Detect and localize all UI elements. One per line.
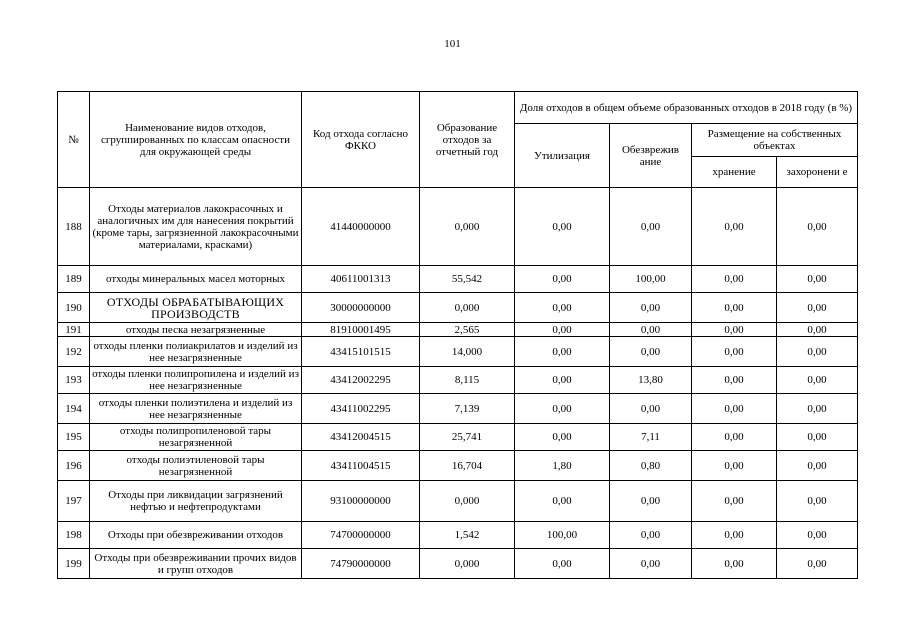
fkko-code: 43415101515 <box>302 337 420 367</box>
storage-share: 0,00 <box>692 266 777 293</box>
header-fkko-code: Код отхода согласно ФККО <box>302 92 420 188</box>
burial-share: 0,00 <box>777 424 858 451</box>
header-formed: Образование отходов за отчетный год <box>420 92 515 188</box>
formed-amount: 55,542 <box>420 266 515 293</box>
header-waste-name: Наименование видов отходов, сгруппированных по классам опасности для окружающей среды <box>90 92 302 188</box>
table-row <box>58 367 858 394</box>
fkko-code: 43412002295 <box>302 367 420 394</box>
waste-table <box>57 91 858 579</box>
burial-share: 0,00 <box>777 481 858 522</box>
table-row <box>58 424 858 451</box>
table-row <box>58 394 858 424</box>
header-burial: захоронени е <box>777 157 858 188</box>
neutralization-share: 0,00 <box>610 323 692 337</box>
utilization-share: 0,00 <box>515 323 610 337</box>
utilization-share: 0,00 <box>515 293 610 323</box>
fkko-code: 43412004515 <box>302 424 420 451</box>
utilization-share: 0,00 <box>515 188 610 266</box>
row-number: 195 <box>58 424 90 451</box>
waste-name: отходы пленки полипропилена и изделий из нее незагрязненные <box>90 367 302 394</box>
waste-name: Отходы при обезвреживании прочих видов и групп отходов <box>90 549 302 579</box>
formed-amount: 0,000 <box>420 549 515 579</box>
neutralization-share: 0,00 <box>610 394 692 424</box>
burial-share: 0,00 <box>777 293 858 323</box>
utilization-share: 0,00 <box>515 367 610 394</box>
row-number: 197 <box>58 481 90 522</box>
storage-share: 0,00 <box>692 394 777 424</box>
neutralization-share: 0,00 <box>610 522 692 549</box>
utilization-share: 0,00 <box>515 266 610 293</box>
neutralization-share: 0,00 <box>610 188 692 266</box>
utilization-share: 0,00 <box>515 337 610 367</box>
burial-share: 0,00 <box>777 337 858 367</box>
formed-amount: 25,741 <box>420 424 515 451</box>
waste-name: Отходы при обезвреживании отходов <box>90 522 302 549</box>
header-storage: хранение <box>692 157 777 188</box>
fkko-code: 43411002295 <box>302 394 420 424</box>
neutralization-share: 13,80 <box>610 367 692 394</box>
storage-share: 0,00 <box>692 337 777 367</box>
formed-amount: 2,565 <box>420 323 515 337</box>
table-body <box>58 188 858 579</box>
storage-share: 0,00 <box>692 188 777 266</box>
utilization-share: 1,80 <box>515 451 610 481</box>
table-row <box>58 323 858 337</box>
burial-share: 0,00 <box>777 266 858 293</box>
formed-amount: 0,000 <box>420 481 515 522</box>
burial-share: 0,00 <box>777 367 858 394</box>
fkko-code: 30000000000 <box>302 293 420 323</box>
formed-amount: 14,000 <box>420 337 515 367</box>
neutralization-share: 7,11 <box>610 424 692 451</box>
neutralization-share: 0,00 <box>610 337 692 367</box>
row-number: 192 <box>58 337 90 367</box>
waste-name: отходы полиэтиленовой тары незагрязненной <box>90 451 302 481</box>
header-share: Доля отходов в общем объеме образованных отходов в 2018 году (в %) <box>515 92 858 124</box>
page-number: 101 <box>444 38 461 50</box>
waste-name: отходы полипропиленовой тары незагрязненной <box>90 424 302 451</box>
table-row <box>58 451 858 481</box>
waste-name: отходы минеральных масел моторных <box>90 266 302 293</box>
storage-share: 0,00 <box>692 367 777 394</box>
fkko-code: 81910001495 <box>302 323 420 337</box>
table-row <box>58 293 858 323</box>
storage-share: 0,00 <box>692 293 777 323</box>
table-row <box>58 522 858 549</box>
storage-share: 0,00 <box>692 424 777 451</box>
burial-share: 0,00 <box>777 188 858 266</box>
header-number: № <box>58 92 90 188</box>
neutralization-share: 0,00 <box>610 481 692 522</box>
fkko-code: 93100000000 <box>302 481 420 522</box>
table-row <box>58 188 858 266</box>
row-number: 199 <box>58 549 90 579</box>
formed-amount: 8,115 <box>420 367 515 394</box>
header-utilization: Утилизация <box>515 124 610 188</box>
fkko-code: 74700000000 <box>302 522 420 549</box>
waste-name: Отходы материалов лакокрасочных и аналогичных им для нанесения покрытий (кроме тары, загрязненной лакокрасочными материалами, красками) <box>90 188 302 266</box>
storage-share: 0,00 <box>692 481 777 522</box>
row-number: 189 <box>58 266 90 293</box>
formed-amount: 0,000 <box>420 188 515 266</box>
row-number: 188 <box>58 188 90 266</box>
neutralization-share: 100,00 <box>610 266 692 293</box>
formed-amount: 16,704 <box>420 451 515 481</box>
burial-share: 0,00 <box>777 522 858 549</box>
fkko-code: 41440000000 <box>302 188 420 266</box>
formed-amount: 1,542 <box>420 522 515 549</box>
utilization-share: 0,00 <box>515 549 610 579</box>
row-number: 196 <box>58 451 90 481</box>
waste-name: отходы пленки полиакрилатов и изделий из нее незагрязненные <box>90 337 302 367</box>
storage-share: 0,00 <box>692 323 777 337</box>
header-neutralization: Обезврежив ание <box>610 124 692 188</box>
utilization-share: 0,00 <box>515 424 610 451</box>
table-row <box>58 266 858 293</box>
row-number: 191 <box>58 323 90 337</box>
fkko-code: 43411004515 <box>302 451 420 481</box>
utilization-share: 100,00 <box>515 522 610 549</box>
storage-share: 0,00 <box>692 549 777 579</box>
burial-share: 0,00 <box>777 549 858 579</box>
storage-share: 0,00 <box>692 451 777 481</box>
neutralization-share: 0,00 <box>610 293 692 323</box>
neutralization-share: 0,80 <box>610 451 692 481</box>
waste-name: Отходы при ликвидации загрязнений нефтью и нефтепродуктами <box>90 481 302 522</box>
waste-name: отходы пленки полиэтилена и изделий из нее незагрязненные <box>90 394 302 424</box>
table-row <box>58 481 858 522</box>
formed-amount: 7,139 <box>420 394 515 424</box>
utilization-share: 0,00 <box>515 394 610 424</box>
waste-name: отходы песка незагрязненные <box>90 323 302 337</box>
neutralization-share: 0,00 <box>610 549 692 579</box>
fkko-code: 74790000000 <box>302 549 420 579</box>
utilization-share: 0,00 <box>515 481 610 522</box>
row-number: 193 <box>58 367 90 394</box>
storage-share: 0,00 <box>692 522 777 549</box>
burial-share: 0,00 <box>777 451 858 481</box>
formed-amount: 0,000 <box>420 293 515 323</box>
row-number: 198 <box>58 522 90 549</box>
burial-share: 0,00 <box>777 323 858 337</box>
burial-share: 0,00 <box>777 394 858 424</box>
table-row <box>58 337 858 367</box>
table-row <box>58 549 858 579</box>
waste-name: ОТХОДЫ ОБРАБАТЫВАЮЩИХ ПРОИЗВОДСТВ <box>90 293 302 323</box>
row-number: 194 <box>58 394 90 424</box>
fkko-code: 40611001313 <box>302 266 420 293</box>
row-number: 190 <box>58 293 90 323</box>
header-placement: Размещение на собственных объектах <box>692 124 858 157</box>
